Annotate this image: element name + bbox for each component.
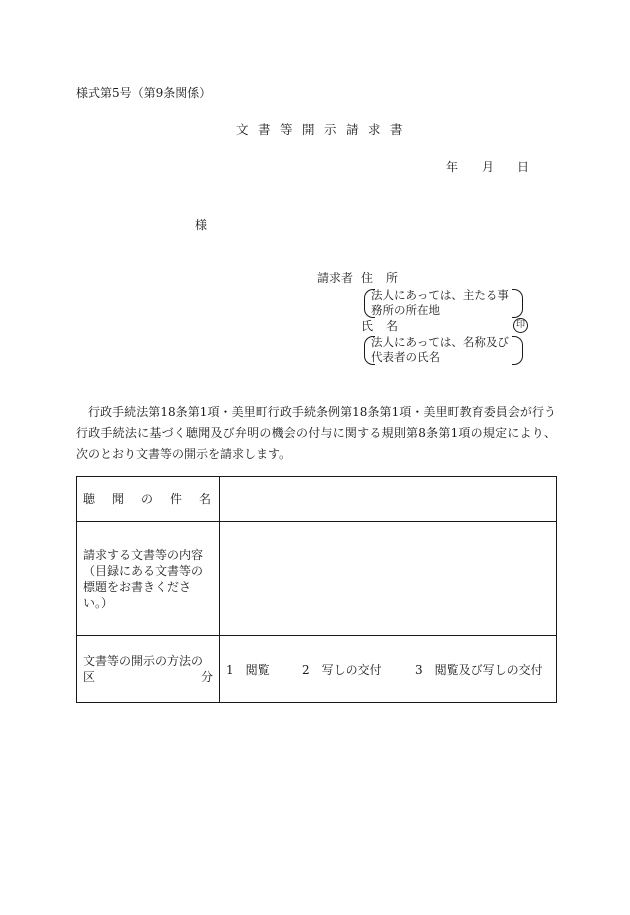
form-number: 様式第5号（第9条関係） [76, 86, 212, 100]
table-row [77, 522, 557, 636]
disclosure-method-label [77, 636, 220, 703]
disclosure-method-label-char: 区 [83, 670, 96, 684]
method-option-view-and-copy[interactable]: 3 閲覧及び写しの交付 [415, 662, 543, 677]
label-char: 聴 [83, 492, 96, 506]
requester-label: 請求者 [317, 271, 354, 285]
name-note-line: 法人にあっては、名称及び [371, 335, 509, 349]
request-body-text: 行政手続法第18条第1項・美里町行政手続条例第18条第1項・美里町教育委員会が行う行政手続法に基づく聴聞及び弁明の機会の付与に関する規則第8条第1項の規定により、次のとおり文書等の開示を請求します。 [76, 405, 556, 461]
disclosure-method-label-line: 文書等の開示の方法の [83, 654, 204, 668]
method-option-copy[interactable]: 2 写しの交付 [302, 662, 382, 677]
table-row [77, 477, 557, 522]
hearing-subject-label [77, 477, 220, 522]
address-note [371, 288, 509, 318]
label-char: 件 [169, 492, 182, 506]
name-label: 氏名 [361, 319, 412, 333]
date-month-label: 月 [482, 160, 495, 174]
disclosure-method-options [220, 636, 557, 703]
requested-documents-field[interactable] [220, 522, 557, 636]
disclosure-method-label-char: 分 [200, 670, 213, 684]
addressee-honorific: 様 [195, 218, 208, 232]
requested-documents-label: 請求する文書等の内容（目録にある文書等の標題をお書きください。） [77, 522, 220, 636]
address-note-line: 法人にあっては、主たる事 [371, 288, 509, 302]
label-char: 聞 [111, 492, 124, 506]
table-row [77, 636, 557, 703]
label-char: の [140, 492, 153, 506]
label-char: 名 [198, 492, 211, 506]
date-day-label: 日 [517, 160, 530, 174]
request-table [76, 476, 557, 703]
address-note-line: 務所の所在地 [371, 303, 440, 317]
address-note-right-bracket [512, 289, 523, 318]
name-note [371, 335, 509, 365]
address-label: 住所 [361, 271, 412, 285]
method-option-view[interactable]: 1 閲覧 [226, 662, 270, 677]
date-year-label: 年 [446, 160, 459, 174]
hearing-subject-field[interactable] [220, 477, 557, 522]
name-note-right-bracket [512, 336, 523, 365]
name-note-line: 代表者の氏名 [371, 350, 440, 364]
document-title: 文書等開示請求書 [236, 122, 413, 137]
seal-mark: 印 [513, 318, 528, 333]
